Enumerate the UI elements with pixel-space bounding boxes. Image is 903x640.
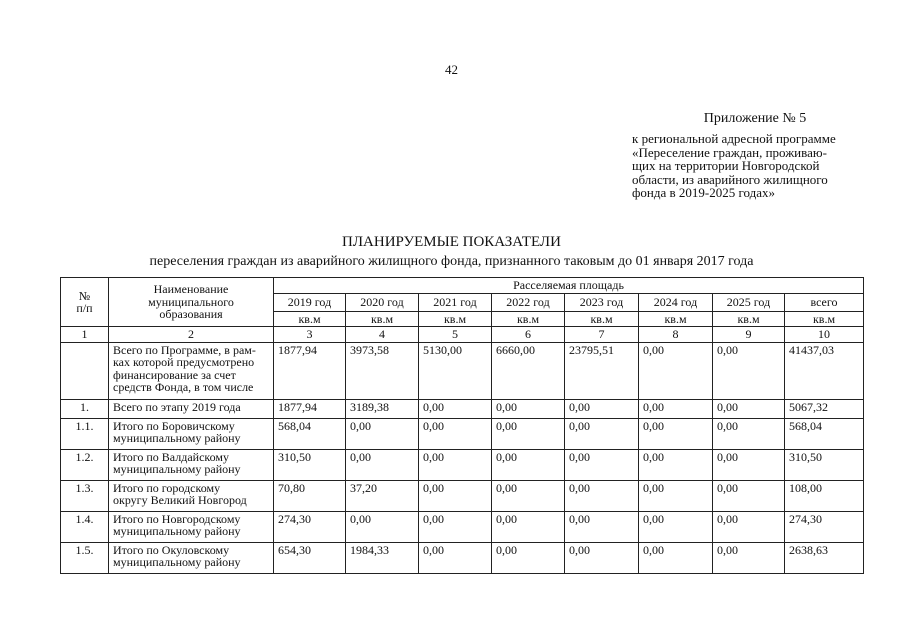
row-value: 0,00 <box>639 449 713 480</box>
row-value: 5130,00 <box>419 342 492 399</box>
row-value: 310,50 <box>785 449 864 480</box>
row-value: 0,00 <box>639 511 713 542</box>
row-number: 1.2. <box>61 449 109 480</box>
row-name: Итого по Боровичскому муниципальному району <box>109 418 274 449</box>
row-value: 0,00 <box>565 511 639 542</box>
row-value: 0,00 <box>565 449 639 480</box>
table-row <box>61 449 864 480</box>
header-year: 2023 год <box>565 293 639 311</box>
row-value: 0,00 <box>419 418 492 449</box>
row-number: 1.4. <box>61 511 109 542</box>
row-value: 0,00 <box>565 542 639 573</box>
row-value: 654,30 <box>274 542 346 573</box>
header-year: 2025 год <box>713 293 785 311</box>
row-value: 0,00 <box>346 449 419 480</box>
column-index: 3 <box>274 327 346 343</box>
row-value: 0,00 <box>565 399 639 418</box>
table-row <box>61 542 864 573</box>
row-value: 0,00 <box>346 418 419 449</box>
column-index: 8 <box>639 327 713 343</box>
row-value: 0,00 <box>419 449 492 480</box>
row-value: 0,00 <box>713 342 785 399</box>
table-row <box>61 342 864 399</box>
column-index: 7 <box>565 327 639 343</box>
header-year: 2020 год <box>346 293 419 311</box>
header-area: Расселяемая площадь <box>274 278 864 294</box>
header-num: № п/п <box>61 278 109 327</box>
row-value: 274,30 <box>785 511 864 542</box>
row-value: 70,80 <box>274 480 346 511</box>
header-unit: кв.м <box>419 311 492 327</box>
row-value: 0,00 <box>492 399 565 418</box>
column-index: 6 <box>492 327 565 343</box>
row-name: Всего по этапу 2019 года <box>109 399 274 418</box>
row-value: 0,00 <box>639 342 713 399</box>
row-value: 1877,94 <box>274 342 346 399</box>
header-unit: кв.м <box>274 311 346 327</box>
row-value: 0,00 <box>492 480 565 511</box>
row-value: 3973,58 <box>346 342 419 399</box>
header-unit: кв.м <box>492 311 565 327</box>
table-row <box>61 511 864 542</box>
row-value: 568,04 <box>785 418 864 449</box>
row-number: 1. <box>61 399 109 418</box>
header-unit: кв.м <box>713 311 785 327</box>
header-unit: кв.м <box>565 311 639 327</box>
appendix-title: Приложение № 5 <box>703 111 807 126</box>
row-number: 1.3. <box>61 480 109 511</box>
row-value: 0,00 <box>713 449 785 480</box>
row-value: 0,00 <box>639 399 713 418</box>
row-value: 310,50 <box>274 449 346 480</box>
row-value: 5067,32 <box>785 399 864 418</box>
row-value: 0,00 <box>492 542 565 573</box>
row-value: 0,00 <box>419 480 492 511</box>
row-value: 0,00 <box>565 480 639 511</box>
row-name: Всего по Программе, в рам- ках которой предусмотрено финансирование за счет средств Фонда, в том числе <box>109 342 274 399</box>
row-value: 0,00 <box>713 511 785 542</box>
header-year: 2022 год <box>492 293 565 311</box>
row-value: 0,00 <box>492 511 565 542</box>
row-value: 0,00 <box>419 542 492 573</box>
page-number: 42 <box>445 62 458 77</box>
header-name: Наименование муниципального образования <box>109 278 274 327</box>
header-year: 2021 год <box>419 293 492 311</box>
header-year: всего <box>785 293 864 311</box>
row-value: 0,00 <box>492 418 565 449</box>
row-value: 0,00 <box>492 449 565 480</box>
row-value: 568,04 <box>274 418 346 449</box>
column-index: 5 <box>419 327 492 343</box>
row-value: 41437,03 <box>785 342 864 399</box>
header-unit: кв.м <box>639 311 713 327</box>
row-value: 0,00 <box>639 480 713 511</box>
row-value: 0,00 <box>713 399 785 418</box>
document-title: ПЛАНИРУЕМЫЕ ПОКАЗАТЕЛИ <box>342 234 561 250</box>
header-year: 2024 год <box>639 293 713 311</box>
column-index: 2 <box>109 327 274 343</box>
row-name: Итого по Валдайскому муниципальному району <box>109 449 274 480</box>
header-unit: кв.м <box>785 311 864 327</box>
row-number <box>61 342 109 399</box>
row-value: 108,00 <box>785 480 864 511</box>
table-row <box>61 418 864 449</box>
row-name: Итого по Новгородскому муниципальному району <box>109 511 274 542</box>
row-value: 37,20 <box>346 480 419 511</box>
row-value: 274,30 <box>274 511 346 542</box>
table-row <box>61 399 864 418</box>
document-subtitle: переселения граждан из аварийного жилищного фонда, признанного таковым до 01 января 2017 года <box>149 254 754 269</box>
column-index: 9 <box>713 327 785 343</box>
row-value: 2638,63 <box>785 542 864 573</box>
row-name: Итого по Окуловскому муниципальному району <box>109 542 274 573</box>
row-value: 0,00 <box>419 511 492 542</box>
column-index: 10 <box>785 327 864 343</box>
row-value: 6660,00 <box>492 342 565 399</box>
column-index: 4 <box>346 327 419 343</box>
row-value: 0,00 <box>565 418 639 449</box>
row-number: 1.1. <box>61 418 109 449</box>
row-value: 0,00 <box>346 511 419 542</box>
header-unit: кв.м <box>346 311 419 327</box>
row-value: 0,00 <box>419 399 492 418</box>
row-value: 0,00 <box>713 542 785 573</box>
row-value: 0,00 <box>639 418 713 449</box>
row-name: Итого по городскому округу Великий Новгород <box>109 480 274 511</box>
row-number: 1.5. <box>61 542 109 573</box>
row-value: 0,00 <box>713 418 785 449</box>
header-year: 2019 год <box>274 293 346 311</box>
row-value: 3189,38 <box>346 399 419 418</box>
row-value: 1877,94 <box>274 399 346 418</box>
row-value: 23795,51 <box>565 342 639 399</box>
row-value: 0,00 <box>713 480 785 511</box>
row-value: 0,00 <box>639 542 713 573</box>
appendix-subtitle: к региональной адресной программе «Переселение граждан, проживаю- щих на территории Новгородской области, из аварийного жилищного фонда в 2019-2025 годах» <box>632 131 836 200</box>
indicators-table <box>60 277 864 574</box>
row-value: 1984,33 <box>346 542 419 573</box>
column-index: 1 <box>61 327 109 343</box>
table-row <box>61 480 864 511</box>
